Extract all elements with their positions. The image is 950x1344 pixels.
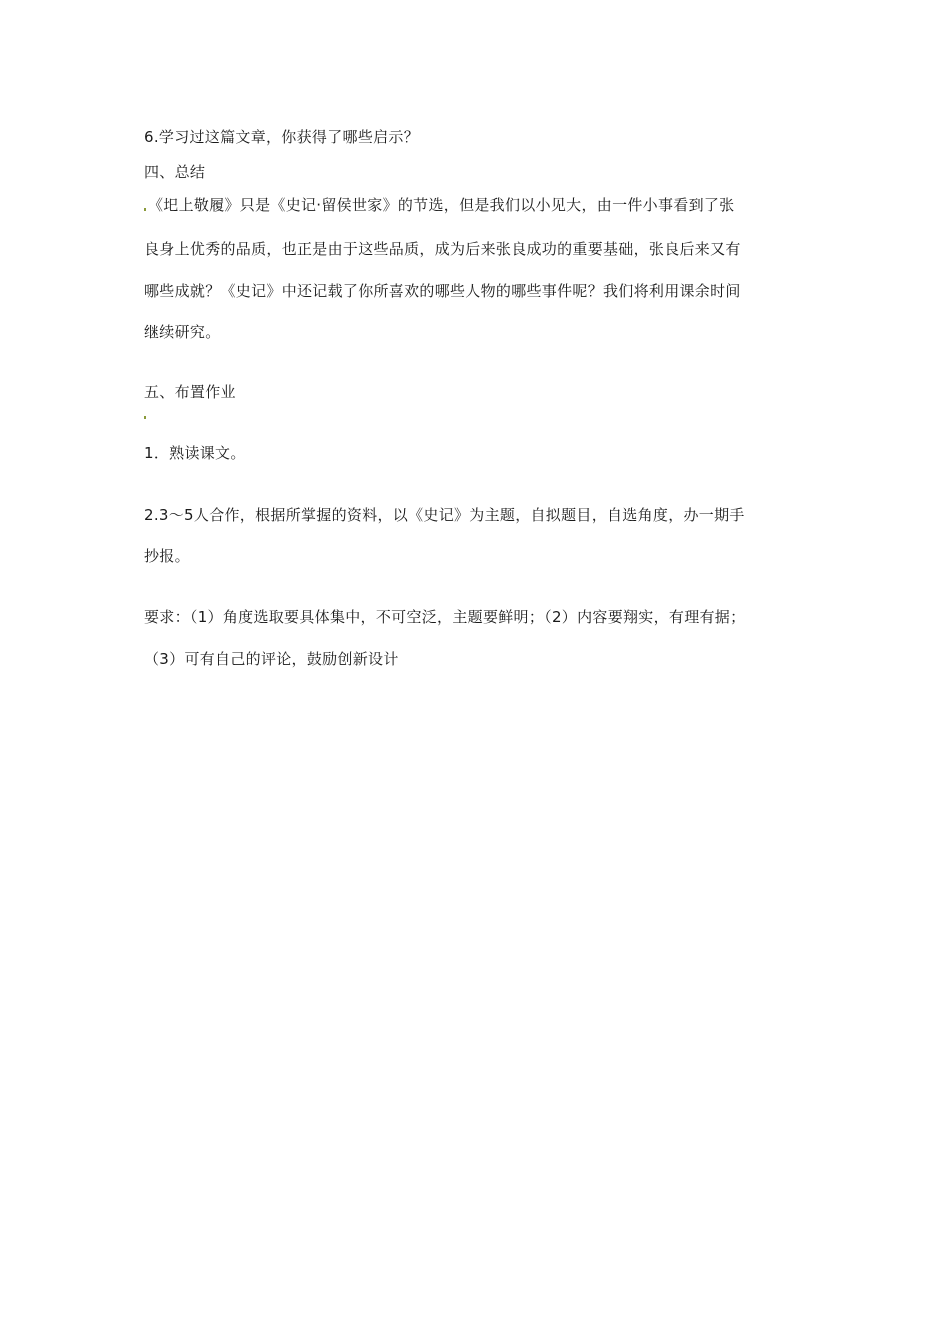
margin-mark — [144, 416, 146, 419]
homework-item-2-line-1: 2.3～5人合作，根据所掌握的资料，以《史记》为主题，自拟题目，自选角度，办一期手 — [144, 506, 745, 524]
question-6: 6.学习过这篇文章，你获得了哪些启示？ — [144, 128, 420, 146]
homework-item-1: 1．熟读课文。 — [144, 444, 246, 462]
summary-line-2: 良身上优秀的品质，也正是由于这些品质，成为后来张良成功的重要基础，张良后来又有 — [144, 240, 741, 258]
requirement-line-1: 要求：（1）角度选取要具体集中，不可空泛，主题要鲜明；（2）内容要翔实，有理有据； — [144, 608, 746, 626]
margin-mark — [144, 208, 146, 211]
summary-line-1: 《圯上敬履》只是《史记·留侯世家》的节选，但是我们以小见大，由一件小事看到了张 — [148, 196, 735, 214]
homework-item-2-line-2: 抄报。 — [144, 547, 190, 565]
section-5-heading: 五、布置作业 — [144, 383, 236, 401]
section-4-heading: 四、总结 — [144, 163, 206, 181]
summary-line-4: 继续研究。 — [144, 323, 221, 341]
requirement-line-2: （3）可有自己的评论，鼓励创新设计 — [144, 650, 399, 668]
summary-line-3: 哪些成就？《史记》中还记载了你所喜欢的哪些人物的哪些事件呢？我们将利用课余时间 — [144, 282, 741, 300]
